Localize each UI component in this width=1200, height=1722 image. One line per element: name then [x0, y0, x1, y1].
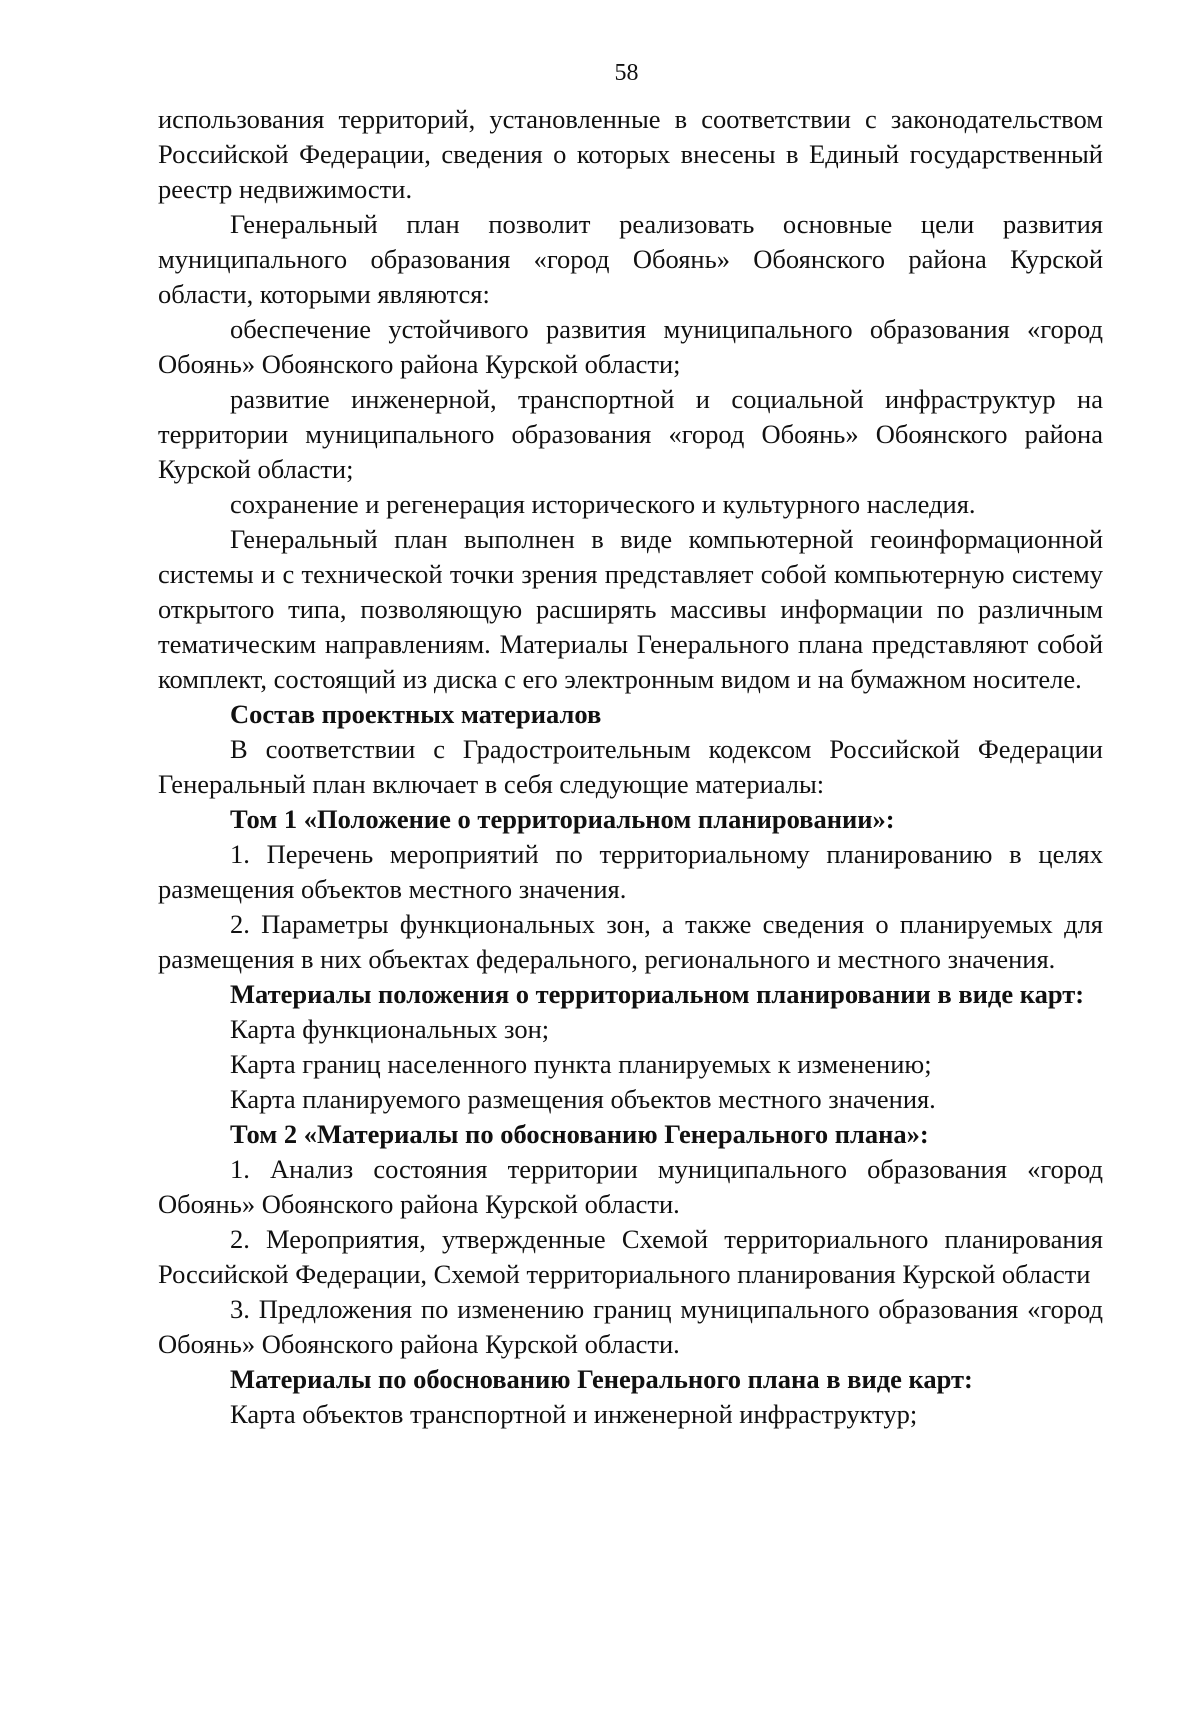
goal-heritage-preservation: сохранение и регенерация исторического и культурного наследия.: [230, 489, 976, 519]
map-transport-engineering: Карта объектов транспортной и инженерной инфраструктур;: [230, 1399, 918, 1429]
volume-2-item-1: 1. Анализ состояния территории муниципального образования «город Обоянь» Обоянского района Курской области.: [158, 1154, 1103, 1219]
map-settlement-boundaries: Карта границ населенного пункта планируемых к изменению;: [230, 1049, 932, 1079]
volume-2-maps-heading: Материалы по обоснованию Генерального плана в виде карт:: [230, 1364, 973, 1394]
page-number: 58: [614, 60, 639, 86]
volume-2-item-3: 3. Предложения по изменению границ муниципального образования «город Обоянь» Обоянского района Курской области.: [158, 1294, 1103, 1359]
map-functional-zones: Карта функциональных зон;: [230, 1014, 550, 1044]
document-body: [158, 102, 1103, 1432]
volume-2-item-2: 2. Мероприятия, утвержденные Схемой территориального планирования Российской Федерации, Схемой территориального планирования Курской области: [158, 1224, 1103, 1289]
paragraph-continuation: использования территорий, установленные в соответствии с законодательством Российской Федерации, сведения о которых внесены в Единый государственный реестр недвижимости.: [158, 104, 1103, 204]
goal-infrastructure-development: развитие инженерной, транспортной и социальной инфраструктур на территории муниципального образования «город Обоянь» Обоянского района Курской области;: [158, 384, 1103, 484]
volume-1-item-2: 2. Параметры функциональных зон, а также сведения о планируемых для размещения в них объектах федерального, регионального и местного значения.: [158, 909, 1103, 974]
paragraph-materials-intro: В соответствии с Градостроительным кодексом Российской Федерации Генеральный план включает в себя следующие материалы:: [158, 734, 1103, 799]
volume-1-heading: Том 1 «Положение о территориальном планировании»:: [230, 804, 895, 834]
volume-1-item-1: 1. Перечень мероприятий по территориальному планированию в целях размещения объектов местного значения.: [158, 839, 1103, 904]
section-heading-project-materials: Состав проектных материалов: [230, 699, 602, 729]
map-local-objects: Карта планируемого размещения объектов местного значения.: [230, 1084, 936, 1114]
goal-sustainable-development: обеспечение устойчивого развития муниципального образования «город Обоянь» Обоянского района Курской области;: [158, 314, 1103, 379]
paragraph-gis-description: Генеральный план выполнен в виде компьютерной геоинформационной системы и с технической точки зрения представляет собой компьютерную систему открытого типа, позволяющую расширять массивы информации по различным тематическим направлениям. Материалы Генерального плана представляют собой комплект, состоящий из диска с его электронным видом и на бумажном носителе.: [158, 524, 1103, 694]
paragraph-general-plan-goals: Генеральный план позволит реализовать основные цели развития муниципального образования «город Обоянь» Обоянского района Курской области, которыми являются:: [158, 209, 1103, 309]
volume-1-maps-heading: Материалы положения о территориальном планировании в виде карт:: [230, 979, 1085, 1009]
volume-2-heading: Том 2 «Материалы по обоснованию Генерального плана»:: [230, 1119, 929, 1149]
